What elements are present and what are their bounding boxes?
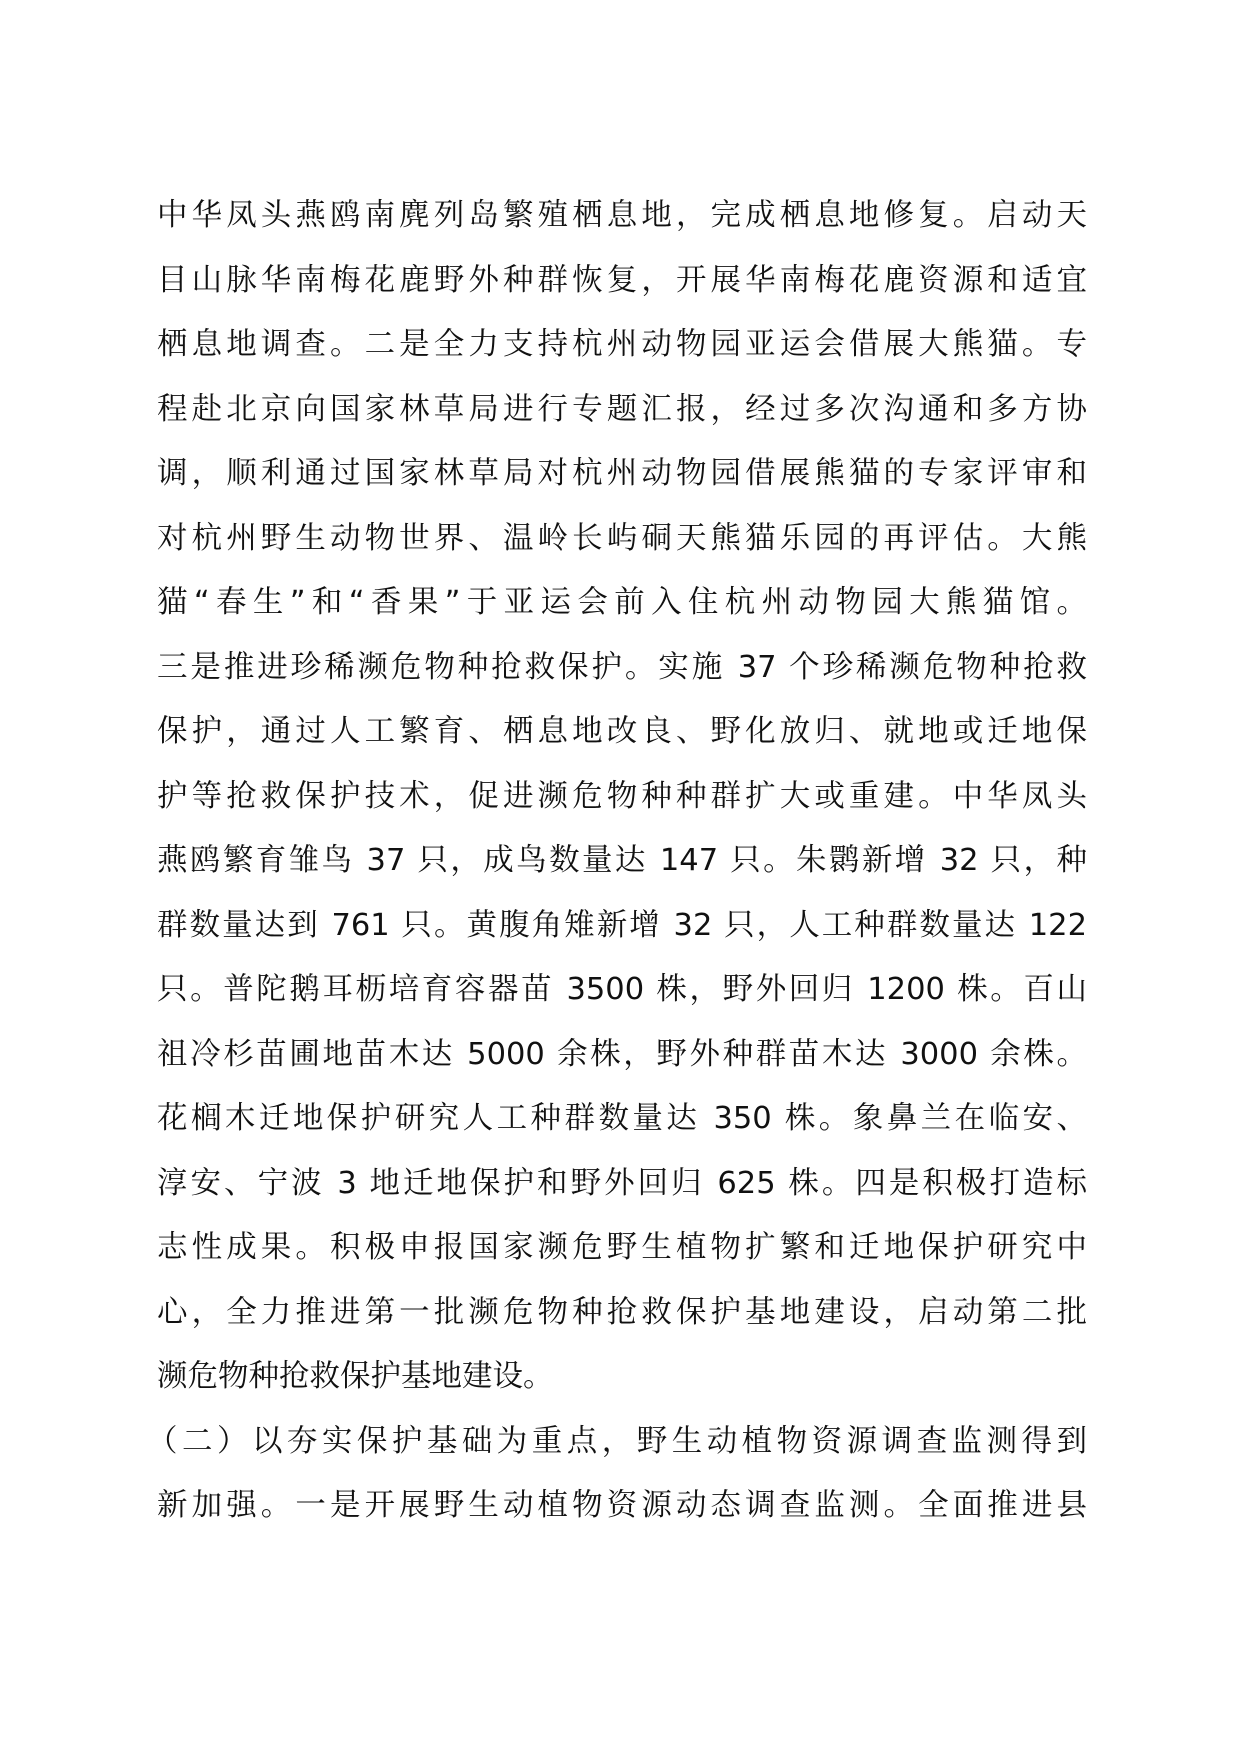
text-line: 群数量达到 761 只。黄腹角雉新增 32 只，人工种群数量达 122 xyxy=(157,907,1087,943)
text-line: 猫“春生”和“香果”于亚运会前入住杭州动物园大熊猫馆。 xyxy=(157,585,1087,620)
text-line: 只。普陀鹅耳枥培育容器苗 3500 株，野外回归 1200 株。百山 xyxy=(157,972,1087,1007)
text-line: 新加强。一是开展野生动植物资源动态调查监测。全面推进县 xyxy=(157,1488,1087,1523)
text-line: 志性成果。积极申报国家濒危野生植物扩繁和迁地保护研究中 xyxy=(157,1230,1087,1265)
text-line: 燕鸥繁育雏鸟 37 只，成鸟数量达 147 只。朱鹮新增 32 只，种 xyxy=(157,843,1087,878)
text-line: 濒危物种抢救保护基地建设。 xyxy=(157,1359,554,1394)
text-line: 淳安、宁波 3 地迁地保护和野外回归 625 株。四是积极打造标 xyxy=(157,1165,1087,1201)
text-line: 花榈木迁地保护研究人工种群数量达 350 株。象鼻兰在临安、 xyxy=(157,1101,1087,1136)
text-line: 护等抢救保护技术，促进濒危物种种群扩大或重建。中华凤头 xyxy=(157,778,1087,814)
text-line: 中华凤头燕鸥南麂列岛繁殖栖息地，完成栖息地修复。启动天 xyxy=(157,198,1087,233)
text-line: 目山脉华南梅花鹿野外种群恢复，开展华南梅花鹿资源和适宜 xyxy=(157,262,1087,298)
section-heading-line: （二）以夯实保护基础为重点，野生动植物资源调查监测得到 xyxy=(147,1423,1087,1459)
text-line: 调，顺利通过国家林草局对杭州动物园借展熊猫的专家评审和 xyxy=(157,456,1087,491)
text-line: 保护，通过人工繁育、栖息地改良、野化放归、就地或迁地保 xyxy=(157,714,1087,749)
body-text xyxy=(147,184,1087,1539)
text-line: 对杭州野生动物世界、温岭长屿硐天熊猫乐园的再评估。大熊 xyxy=(157,520,1087,556)
text-line: 三是推进珍稀濒危物种抢救保护。实施 37 个珍稀濒危物种抢救 xyxy=(157,649,1087,685)
text-line: 栖息地调查。二是全力支持杭州动物园亚运会借展大熊猫。专 xyxy=(157,327,1087,362)
text-line: 心，全力推进第一批濒危物种抢救保护基地建设，启动第二批 xyxy=(157,1294,1087,1330)
text-line: 祖冷杉苗圃地苗木达 5000 余株，野外种群苗木达 3000 余株。 xyxy=(157,1036,1087,1072)
text-line: 程赴北京向国家林草局进行专题汇报，经过多次沟通和多方协 xyxy=(157,391,1087,427)
